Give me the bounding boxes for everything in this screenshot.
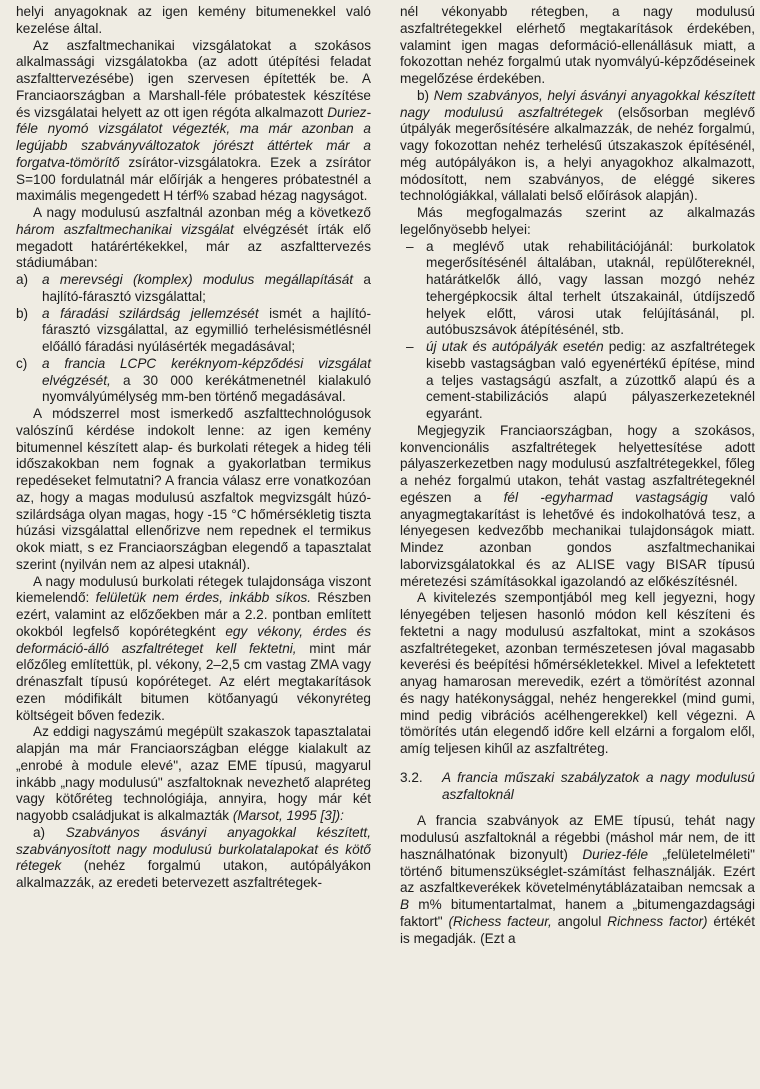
emphasis: a francia LCPC keréknyom-képződési vizsgálat elvégzését, bbox=[42, 355, 371, 388]
list-item-a bbox=[16, 272, 371, 306]
text: a) bbox=[33, 824, 66, 840]
emphasis: felületük nem érdes, inkább síkos. bbox=[95, 590, 312, 606]
paragraph bbox=[16, 724, 371, 825]
emphasis: Duriez-féle bbox=[582, 846, 649, 862]
text: angolul bbox=[551, 913, 608, 929]
text: Az eddigi nagyszámú megépült szakaszok tapasztalatai alapján ma már Franciaországban elégge kialakult az „enrobé à module elevé", azaz EME típusú, magyarul inkább „nagy modulusú" aszfaltoknak nevezhető alapréteg vagy kötőréteg technológiája, annyira, hogy már két nagyobb családjukat is alkalmazták bbox=[16, 724, 371, 823]
text: Megjegyzik Franciaországban, hogy a szokásos, konvencionális aszfaltrétegek helyettesítése adott pályaszerkezetben nagy modulusú aszfaltrétegekkel, főleg a nehéz forgalmú utakon, tehát vastag aszfaltrétegeknél egészen a bbox=[400, 422, 755, 505]
paragraph bbox=[400, 88, 755, 205]
paragraph: A módszerrel most ismerkedő aszfalttechnológusok valószínű kérdése indokolt lenne: az igen kemény bitumennel készített alap- és burkolati rétegek a hideg téli időszakokban nem fognak a gyakorlatban termikus repedéseket felmutatni? A francia válasz erre vonatkozóan az, hogy a magas modulusú aszfaltok megvizsgált húzó-szilárdsága olyan magas, hogy -15 °C hőmérsékletig tiszta húzási vizsgálattal ellenőrizve nem repednek el termikus okok miatt, s ez Franciaországban elegendő a tapasztalat szerint (nyilván nem az alpesi utaknál). bbox=[16, 406, 371, 572]
citation: (Marsot, 1995 [3]): bbox=[232, 808, 344, 823]
text: való anyagmegtakarítást is lehetővé és indokolhatóvá tesz, a lényegesen kedvezőbb mechanikai tulajdonságok miatt. Mindez azonban gondos aszfaltmechanikai laborvizsgálatokkal és az ALISE vagy BISAR típusú méretezési számításokkal igazolandó az előkészítésnél. bbox=[400, 489, 756, 589]
text: ismét a hajlító-fárasztó vizsgálattal, az egymillió terhelésismétlésnél előálló fáradási nyúlásérték megadásával; bbox=[42, 305, 371, 354]
text: a hajlító-fárasztó vizsgálattal; bbox=[42, 272, 371, 304]
right-column bbox=[400, 4, 755, 947]
text: zsírátor-vizsgálatokra. Ezek a zsírátor S=100 fordulatnál már előírják a hengeres próbatestnél a maximális megengedett H térf% szabad hézag nagyságot. bbox=[16, 154, 371, 204]
text: a 30 000 kerékátmenetnél kialakuló nyomvályúmélység mm-ben történő megadásával. bbox=[42, 372, 371, 405]
section-heading bbox=[400, 770, 755, 804]
text: mint már előzőleg említettük, pl. vékony, 2–2,5 cm vastag ZMA vagy drénaszfalt típusú kopóréteget. Az elért megtakarítások ezen módifikált bitumen kötőanyagú vékonyréteg költségeit bőven fedezik. bbox=[16, 640, 371, 723]
emphasis: Szabványos ásványi anyagokkal készített, szabványosított nagy modulusú burkolatalapokat és kötő rétegek bbox=[16, 824, 371, 874]
text: értékét is megadják. (Ezt a bbox=[400, 913, 755, 946]
list-item-b bbox=[16, 306, 371, 356]
list-label: a) bbox=[16, 272, 29, 287]
list-item-dash bbox=[400, 239, 755, 340]
emphasis: (Richess facteur, bbox=[448, 913, 552, 929]
text: a meglévő utak rehabilitációjánál: burkolatok megerősítésénél általában, utaknál, repülőtereknél, határátkelők álló, vagy lassan mozgó nehéz tehergépkocsik által terhelt útszakainál, útdíjszedő helyek előtt, városi utak felújításánál, pl. autóbuszsávok átépítésénél, stb. bbox=[426, 238, 755, 338]
text: (elsősorban meglévő útpályák megerősítésére alkalmazzák, de nehéz forgalmú, vagy fokozottan nehéz terhelésű útszakaszok építésénél, még autópályákon is, a helyi anyagokhoz alkalmazott, módosított, nem szabványos, de eléggé sikeres technológiákkal, vállalati belső előírások alapján). bbox=[400, 104, 756, 204]
section-title: A francia műszaki szabályzatok a nagy modulusú aszfaltoknál bbox=[442, 769, 755, 802]
section-number: 3.2. bbox=[400, 769, 423, 785]
list-item-dash bbox=[400, 339, 755, 423]
text: (nehéz forgalmú utakon, autópályákon alkalmazzák, az eredeti betervezett aszfaltrétegek- bbox=[16, 858, 371, 890]
text: Az aszfaltmechanikai vizsgálatokat a szokásos alkalmassági vizsgálatokba (az adott útépítési feladat aszfalttervezésébe) igen szervesen építették be. A Franciaországban a Marshall-féle próbatestek készítése és vizsgálatai helyett az ott igen régóta alkalmazott bbox=[16, 37, 371, 120]
dash-label: – bbox=[406, 238, 414, 254]
text: Részben ezért, valamint az előzőekben már a 2.2. pontban említett okokból legfelső kopórétegként bbox=[16, 590, 371, 639]
paragraph: Más megfogalmazás szerint az alkalmazás legelőnyösebb helyei: bbox=[400, 205, 755, 237]
list-label: b) bbox=[16, 305, 29, 321]
text: A nagy modulusú burkolati rétegek tulajdonsága viszont kiemelendő: bbox=[16, 573, 371, 606]
emphasis: a merevségi (komplex) modulus megállapítását bbox=[42, 272, 354, 287]
emphasis: Nem szabványos, helyi ásványi anyagokkal készített nagy modulusú aszfaltrétegek bbox=[400, 87, 755, 120]
paragraph bbox=[16, 825, 371, 892]
text: elvégzését írták elő megadott határértékekkel, már az aszfalttervezés stádiumában: bbox=[16, 221, 371, 271]
list-item-c bbox=[16, 356, 371, 406]
paragraph: nél vékonyabb rétegben, a nagy modulusú aszfaltrétegekkel elérhető megtakarítások érdekében, valamint igen magas deformáció-ellenállásuk miatt, a fokozottan nehéz forgalmú utak nyomvályú-képződéseinek megelőzése érdekében. bbox=[400, 4, 755, 86]
paragraph bbox=[400, 813, 755, 947]
emphasis: egy vékony, érdes és deformáció-álló aszfaltréteget kell fektetni, bbox=[16, 623, 371, 656]
emphasis: három aszfaltmechanikai vizsgálat bbox=[16, 221, 234, 237]
text: „felületelméleti" történő bitumenszükséglet-számítást felhasználják. Ezért az aszfaltkeverékek követelménytáblázataiban nemcsak a bbox=[400, 846, 755, 896]
emphasis: B bbox=[400, 897, 410, 912]
paragraph: A kivitelezés szempontjából meg kell jegyezni, hogy lényegében teljesen hasonló módon kell készíteni és fektetni a nagy modulusú aszfaltokat, mint a szokásos aszfaltrétegeket, azonban természetesen jóval magasabb keverési és beépítési hőmérsékletekkel. Mivel a lefektetett anyag hamarosan merevedik, ezért a tömörítést azonnal és nagy hatékonysággal, nehéz hengerekkel (mind gumi, mind pedig vibrációs acélhengerekkel) kell végezni. A tömörítés után elegendő időre kell elzárni a forgalom elől, amíg teljesen kihűl az aszfaltréteg. bbox=[400, 590, 755, 756]
dash-label: – bbox=[406, 339, 414, 354]
list-label: c) bbox=[16, 355, 28, 371]
paragraph bbox=[16, 38, 371, 206]
emphasis: a fáradási szilárdság jellemzését bbox=[42, 305, 259, 321]
text: A francia szabványok az EME típusú, tehát nagy modulusú aszfaltoknál a régebbi (máshol már nem, de itt használhatónak bizonyult) bbox=[400, 813, 755, 862]
emphasis: fél -egyharmad vastagságig bbox=[503, 489, 708, 505]
text: b) bbox=[417, 87, 434, 103]
emphasis: Richness factor) bbox=[607, 913, 708, 929]
text: A nagy modulusú aszfaltnál azonban még a következő bbox=[33, 205, 371, 220]
paragraph bbox=[16, 574, 371, 725]
emphasis: Duriez-féle nyomó vizsgálatot végezték, ma már azonban a legújabb szabványváltozatok jórészt áttértek már a forgatva-tömörítő bbox=[16, 104, 371, 170]
paragraph bbox=[16, 205, 371, 272]
paragraph bbox=[400, 423, 755, 591]
paragraph: helyi anyagoknak az igen kemény bitumenekkel való kezelése által. bbox=[16, 4, 371, 36]
text: pedig: az aszfaltrétegek kisebb vastagságban való egyenértékű építése, mind a teljes vastagságú aszfalt, a zúzottkő alapú és a cement-stabilizációs alapú pályaszerkezeteknél egyaránt. bbox=[426, 339, 755, 421]
left-column bbox=[16, 4, 371, 892]
text: m% bitumentartalmat, hanem a „bitumengazdagsági faktort" bbox=[400, 897, 755, 929]
emphasis: új utak és autópályák esetén bbox=[426, 339, 604, 354]
